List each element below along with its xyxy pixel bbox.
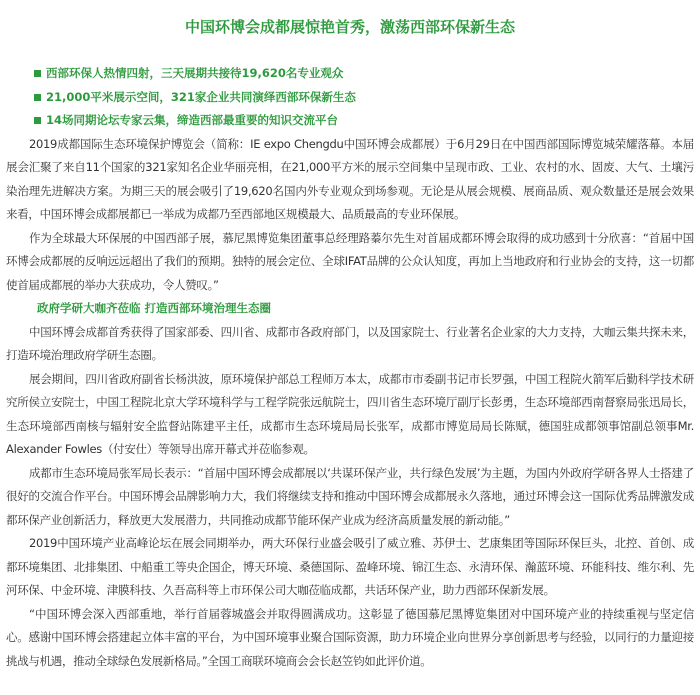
paragraph-chamber-quote: “中国环博会深入西部重地，举行首届蓉城盛会并取得圆满成功。这彰显了德国慕尼黑博览集团对中国环境产业的持续重视与坚定信心。感谢中国环博会搭建起立体丰富的平台，为中国环境事业聚合国际资源，助力环境企业向世界分享创新思考与经验，以同行的力量迎接挑战与机遇，推动全球绿色发展新格局。”全国工商联环境商会会长赵笠钧如此评价道。 <box>6 606 694 668</box>
paragraph-intro: 2019成都国际生态环境保护博览会（简称：IE expo Chengdu中国环博会成都展）于6月29日在中国西部国际博览城荣耀落幕。本届展会汇聚了来自11个国家的321家知名企业华丽亮相，在21,000平方米的展示空间集中呈现市政、工业、农村的水、固废、大气、土壤污染治理先进解决方案。为期三天的展会吸引了19,620名国内外专业观众到场参观。无论是从展会规模、展商品质、观众数量还是展会效果来看，中国环博会成都展都已一举成为成都乃至西部地区规模最大、品质最高的专业环保展。 <box>6 136 694 221</box>
paragraph-forum: 2019中国环境产业高峰论坛在展会同期举办，两大环保行业盛会吸引了威立雅、苏伊士、艺康集团等国际环保巨头，北控、首创、成都环境集团、北排集团、中船重工等央企国企，博天环境、桑德国际、盈峰环境、锦江生态、永清环保、瀚蓝环境、环能科技、维尔利、先河环保、中金环境、津膜科技、久吾高科等上市环保公司大咖莅临成都，共话环保产业，助力西部环保新发展。 <box>6 536 694 597</box>
paragraph-support: 中国环博会成都首秀获得了国家部委、四川省、成都市各政府部门，以及国家院士、行业著名企业家的大力支持，大咖云集共探未来，打造环境治理政府学研生态圈。 <box>6 324 694 362</box>
section-subheading: 政府学研大咖齐莅临 打造西部环境治理生态圈 <box>37 301 272 315</box>
article-title: 中国环博会成都展惊艳首秀，激荡西部环保新生态 <box>184 18 515 36</box>
highlights-list <box>6 62 694 133</box>
square-bullet-icon <box>34 94 41 101</box>
paragraph-attendees: 展会期间，四川省政府副省长杨洪波，原环境保护部总工程师万本太，成都市市委副书记市长罗强，中国工程院火箭军后勤科学技术研究所侯立安院士，中国工程院北京大学环境科学与工程学院张远航院士，四川省生态环境厅副厅长彭勇，生态环境部西南督察局张迅局长，生态环境部西南核与辐射安全监督站陈建平主任，成都市生态环境局局长张军，成都市博览局局长陈赋，德国驻成都领事馆副总领事Mr. Alexander Fowles（付安仕）等领导出席开幕式并莅临参观。 <box>6 371 694 456</box>
paragraph-quote-organizer: 作为全球最大环保展的中国西部子展，慕尼黑博览集团董事总经理路蓁尔先生对首届成都环博会取得的成功感到十分欣喜：“首届中国环博会成都展的反响远远超出了我们的预期。独特的展会定位、全球IFAT品牌的公众认知度，再加上当地政府和行业协会的支持，这一切都使首届成都展的举办大获成功，令人赞叹。” <box>6 230 694 292</box>
highlight-text: 西部环保人热情四射，三天展期共接待19,620名专业观众 <box>46 66 344 80</box>
square-bullet-icon <box>34 70 41 77</box>
highlight-item <box>34 62 694 86</box>
square-bullet-icon <box>34 117 41 124</box>
paragraph-bureau-quote: 成都市生态环境局张军局长表示：“首届中国环博会成都展以‘共谋环保产业，共行绿色发展’为主题，为国内外政府学研各界人士搭建了很好的交流合作平台。中国环博会品牌影响力大，我们将继续支持和推动中国环博会成都展永久落地，通过环博会这一国际优秀品牌激发成都环保产业创新活力，释放更大发展潜力，共同推动成都节能环保产业成为经济高质量发展的新动能。” <box>6 465 694 527</box>
highlight-item <box>34 86 694 110</box>
highlight-text: 21,000平米展示空间，321家企业共同演绎西部环保新生态 <box>46 89 356 104</box>
highlight-item <box>34 109 694 133</box>
highlight-text: 14场同期论坛专家云集，缔造西部最重要的知识交流平台 <box>46 113 339 127</box>
